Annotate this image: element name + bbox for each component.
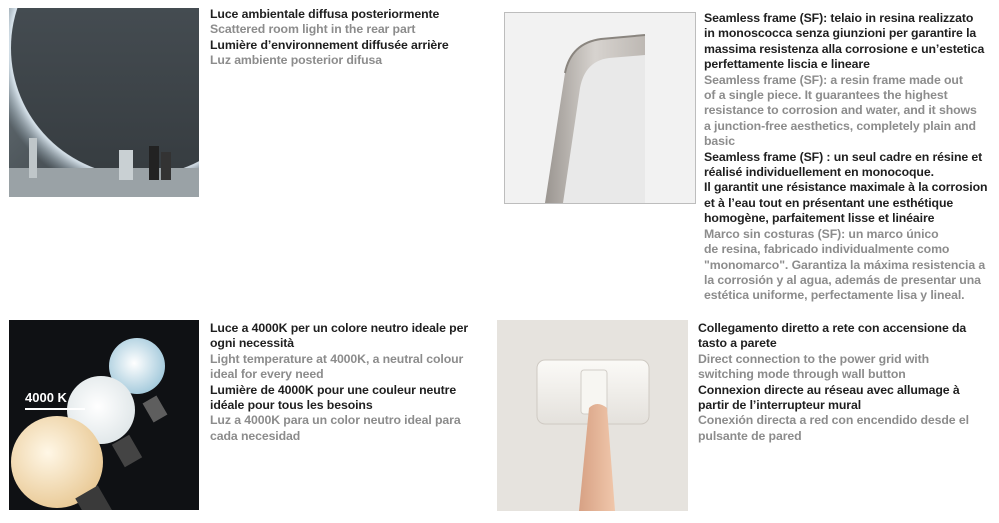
text-french: Connexion directe au réseau avec allumage à partir de l’interrupteur mural <box>698 382 960 413</box>
text-french: Seamless frame (SF) : un seul cadre en résine et réalisé individuellement en monocoque. Il garantit une résistance maximale à la corrosion et à l’eau tout en présentant une esthétique homogène, parfaitement lisse et linéaire <box>704 149 988 226</box>
text-italian: Luce a 4000K per un colore neutro ideale per ogni necessità <box>210 321 469 351</box>
text-french: Lumière d’environnement diffusée arrière <box>210 37 449 52</box>
text-french: Lumière de 4000K pour une couleur neutre idéale pour tous les besoins <box>210 382 457 413</box>
text-english: Direct connection to the power grid with switching mode through wall button <box>698 351 930 382</box>
text-english: Scattered room light in the rear part <box>210 22 416 37</box>
text-italian: Luce ambientale diffusa posteriormente <box>210 7 440 21</box>
text-italian: Collegamento diretto a rete con accensione da tasto a parete <box>698 321 967 351</box>
feature-frame-text <box>704 11 994 304</box>
temperature-label-underline <box>25 408 85 410</box>
text-english: Seamless frame (SF): a resin frame made out of a single piece. It guarantees the highest resistance to corrosion and water, and it shows a junction-free aesthetics, completely plain and basic <box>704 72 977 149</box>
text-italian: Seamless frame (SF): telaio in resina realizzato in monoscocca senza giunzioni per garantire la massima resistenza alla corrosione e un’estetica perfettamente liscia e lineare <box>704 11 985 72</box>
text-spanish: Marco sin costuras (SF): un marco único de resina, fabricado individualmente como "monomarco". Garantiza la máxima resistencia a la corrosión y al agua, además de presentar una estética uniforme, perfectamente lisa y lineal. <box>704 226 986 303</box>
feature-light-text <box>210 321 495 444</box>
mirror-ambient-light-image <box>9 8 199 197</box>
feature-ambient-text <box>210 7 490 69</box>
light-bulbs-image <box>9 320 199 510</box>
feature-switch-text <box>698 321 988 444</box>
wall-switch-image <box>497 320 688 511</box>
seamless-frame-image <box>504 12 696 204</box>
text-spanish: Luz ambiente posterior difusa <box>210 53 383 68</box>
text-spanish: Luz a 4000K para un color neutro ideal para cada necesidad <box>210 413 461 443</box>
temperature-label: 4000 K <box>25 390 67 405</box>
text-spanish: Conexión directa a red con encendido desde el pulsante de pared <box>698 413 969 443</box>
text-english: Light temperature at 4000K, a neutral colour ideal for every need <box>210 351 464 382</box>
